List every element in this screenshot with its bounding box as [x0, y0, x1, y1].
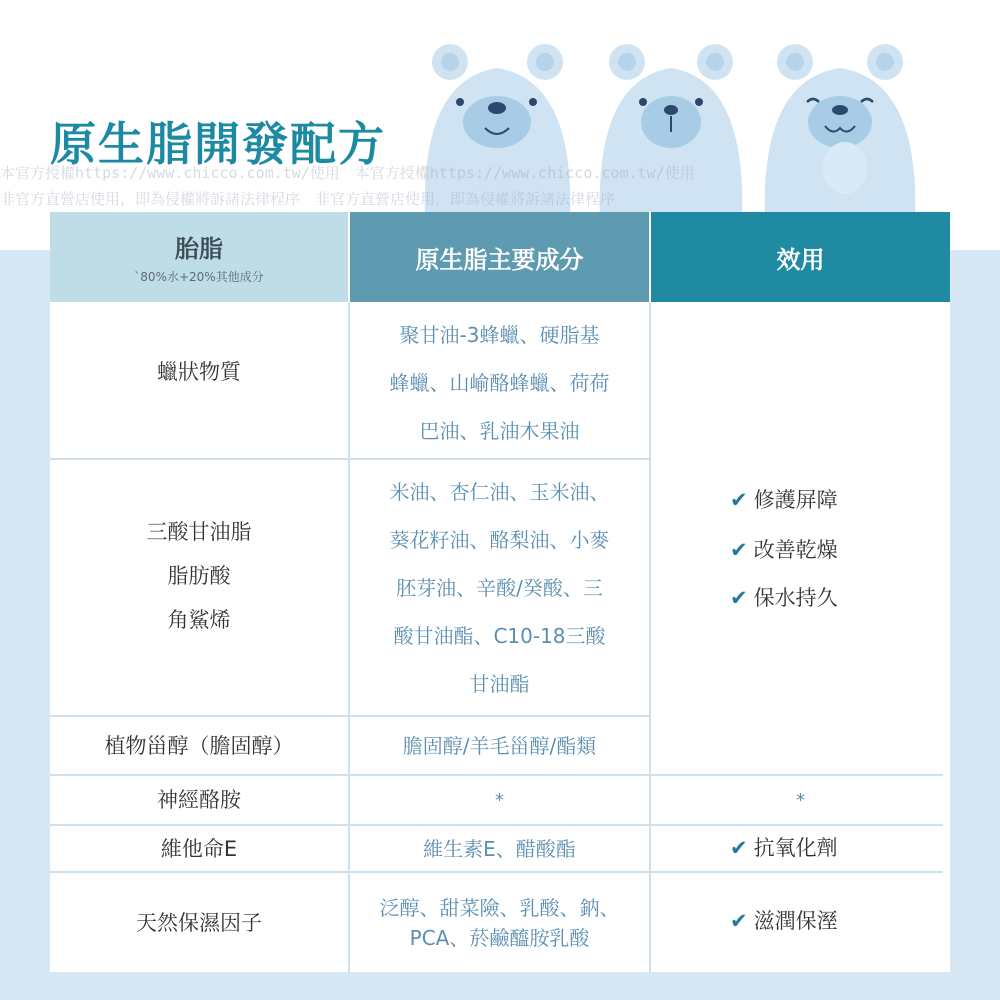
table-row-5-ingredients — [350, 826, 649, 871]
check-icon: ✔ — [730, 538, 748, 562]
component-text: 角鯊烯 — [167, 608, 231, 632]
effect-item — [730, 905, 838, 935]
ingredient-text: 米油、杏仁油、玉米油、 — [389, 479, 610, 504]
component-text: 脂肪酸 — [167, 564, 231, 588]
effect-item — [730, 534, 838, 564]
header-ingredients-label: 原生脂主要成分 — [415, 245, 584, 274]
effect-text: 滋潤保溼 — [753, 909, 838, 933]
table-row-5-component — [50, 826, 348, 871]
component-text: 蠟狀物質 — [157, 360, 241, 384]
check-icon: ✔ — [730, 909, 748, 933]
ingredient-text: 膽固醇/羊毛甾醇/酯類 — [402, 733, 597, 758]
effect-text: 改善乾燥 — [753, 538, 838, 562]
watermark-line1: 本官方授權https://www.chicco.com.tw/使用 本官方授權https://www.chicco.com.tw/使用 — [0, 164, 695, 182]
check-icon: ✔ — [730, 488, 748, 512]
table-row-1-ingredients — [350, 308, 649, 458]
effect-item — [730, 832, 838, 862]
check-icon: ✔ — [730, 836, 748, 860]
component-text: 天然保濕因子 — [136, 910, 262, 935]
ingredient-text: 葵花籽油、酪梨油、小麥 — [389, 527, 610, 552]
table-row-4-ingredients — [350, 776, 649, 824]
ingredient-text: 胚芽油、辛酸/癸酸、三 — [396, 575, 603, 600]
ingredient-text: 泛醇、甜菜險、乳酸、鈉、 — [379, 895, 620, 920]
header-ingredients — [350, 212, 649, 302]
table-row-6-component — [50, 873, 348, 972]
check-icon: ✔ — [730, 586, 748, 610]
table-row-3-ingredients — [350, 717, 649, 774]
comparison-table — [50, 212, 950, 972]
bear-icon-right — [765, 44, 916, 220]
ingredient-text: 巴油、乳油木果油 — [419, 419, 580, 443]
table-row-1-component — [50, 302, 348, 458]
watermark-line2: 非官方直營店使用，即為侵權將訴諸法律程序 非官方直營店使用，即為侵權將訴諸法律程序 — [0, 190, 616, 208]
effect-text: * — [796, 789, 805, 811]
effect-item — [730, 484, 838, 514]
table-row-2-ingredients — [350, 460, 649, 715]
component-text: 神經酪胺 — [157, 788, 241, 812]
table-row-3-component — [50, 717, 348, 774]
effect-text: 抗氧化劑 — [753, 836, 838, 860]
table-row-6-ingredients — [350, 873, 649, 972]
ingredient-text: 酸甘油酯、C10-18三酸 — [393, 623, 606, 648]
header-effects-label: 效用 — [776, 245, 825, 274]
component-text: 植物甾醇（膽固醇） — [104, 733, 294, 758]
header-vernix-label: 胎脂 — [175, 235, 223, 263]
header-vernix — [50, 212, 348, 302]
ingredient-text: 蜂蠟、山崳酪蜂蠟、荷荷 — [389, 371, 610, 395]
ingredient-text: * — [495, 789, 504, 811]
effect-text: 保水持久 — [753, 586, 838, 610]
component-text: 三酸甘油脂 — [146, 520, 252, 544]
header-effects — [651, 212, 950, 302]
ingredient-text: 聚甘油-3蜂蠟、硬脂基 — [399, 323, 600, 347]
ingredient-text: 甘油酯 — [469, 671, 530, 696]
ingredient-text: PCA、菸鹼醯胺乳酸 — [409, 925, 590, 950]
ingredient-text: 維生素E、醋酸酯 — [423, 836, 576, 861]
effect-item — [730, 582, 838, 612]
page-title: 原生脂開發配方 — [50, 117, 386, 171]
table-row-4-effect — [651, 776, 950, 824]
effect-text: 修護屏障 — [753, 488, 838, 512]
table-row-2-component — [50, 460, 348, 715]
header-vernix-sub: `80%水+20%其他成分 — [134, 270, 264, 284]
bear-icon-middle — [600, 44, 743, 220]
component-text: 維他命E — [160, 836, 238, 861]
table-row-4-component — [50, 776, 348, 824]
